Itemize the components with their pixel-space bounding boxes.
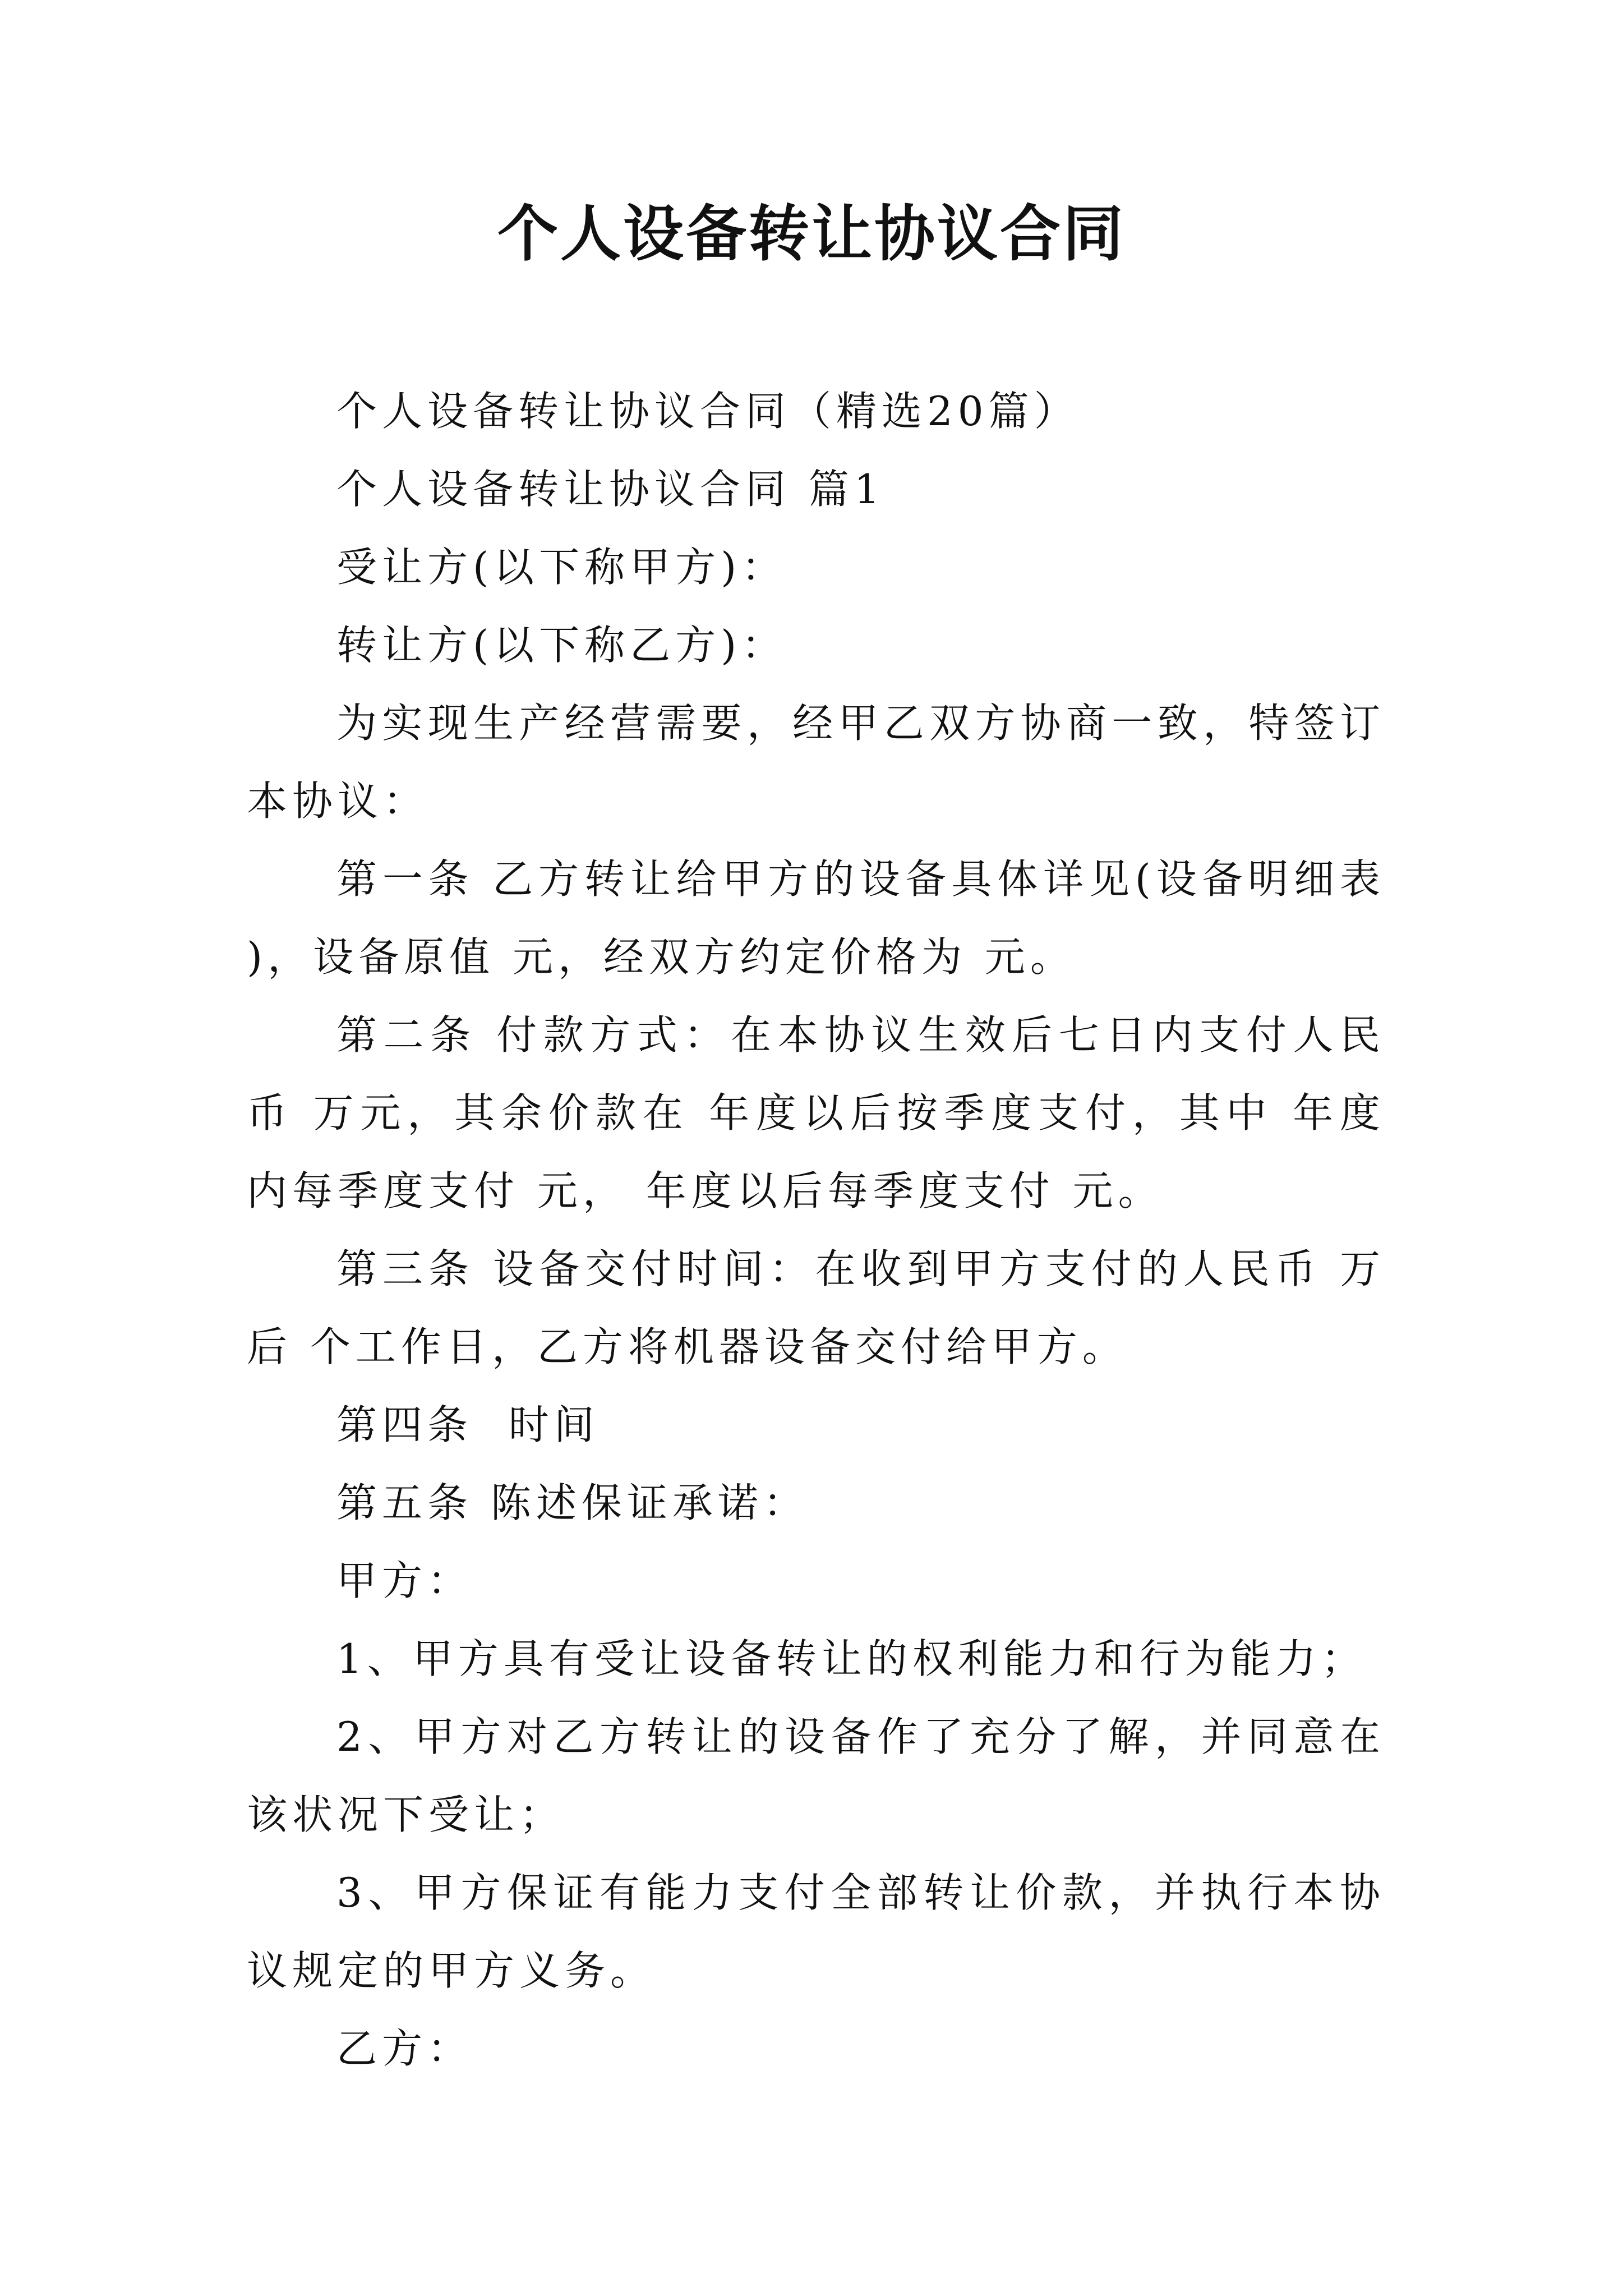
paragraph-party-a-item-1: 1、甲方具有受让设备转让的权利能力和行为能力； xyxy=(336,1635,1367,1682)
paragraph-article-5: 第五条 陈述保证承诺： xyxy=(336,1479,809,1526)
paragraph-transferor: 转让方(以下称乙方)： xyxy=(336,622,787,669)
document-title: 个人设备转让协议合同 xyxy=(497,199,1126,269)
paragraph-party-a: 甲方： xyxy=(336,1557,473,1604)
paragraph-transferee: 受让方(以下称甲方)： xyxy=(336,544,787,591)
paragraph-article-3: 第三条 设备交付时间：在收到甲方支付的人民币 万后 个工作日，乙方将机器设备交付给甲方。 xyxy=(247,1245,1385,1370)
paragraph-party-a-item-3: 3、甲方保证有能力支付全部转让价款，并执行本协议规定的甲方义务。 xyxy=(247,1869,1385,1994)
paragraph-section-heading: 个人设备转让协议合同 篇1 xyxy=(336,466,885,513)
paragraph-subtitle: 个人设备转让协议合同（精选20篇） xyxy=(336,388,1080,435)
paragraph-article-1: 第一条 乙方转让给甲方的设备具体详见(设备明细表)，设备原值 元，经双方约定价格为 元。 xyxy=(247,855,1385,981)
paragraph-preamble: 为实现生产经营需要，经甲乙双方协商一致，特签订本协议： xyxy=(247,700,1385,825)
paragraph-party-a-item-2: 2、甲方对乙方转让的设备作了充分了解，并同意在该状况下受让； xyxy=(247,1713,1385,1838)
document-body xyxy=(247,372,1385,2088)
paragraph-party-b: 乙方： xyxy=(336,2025,473,2072)
paragraph-article-4: 第四条 时间 xyxy=(336,1401,600,1448)
paragraph-article-2: 第二条 付款方式：在本协议生效后七日内支付人民币 万元，其余价款在 年度以后按季度支付，其中 年度内每季度支付 元， 年度以后每季度支付 元。 xyxy=(247,1011,1385,1214)
